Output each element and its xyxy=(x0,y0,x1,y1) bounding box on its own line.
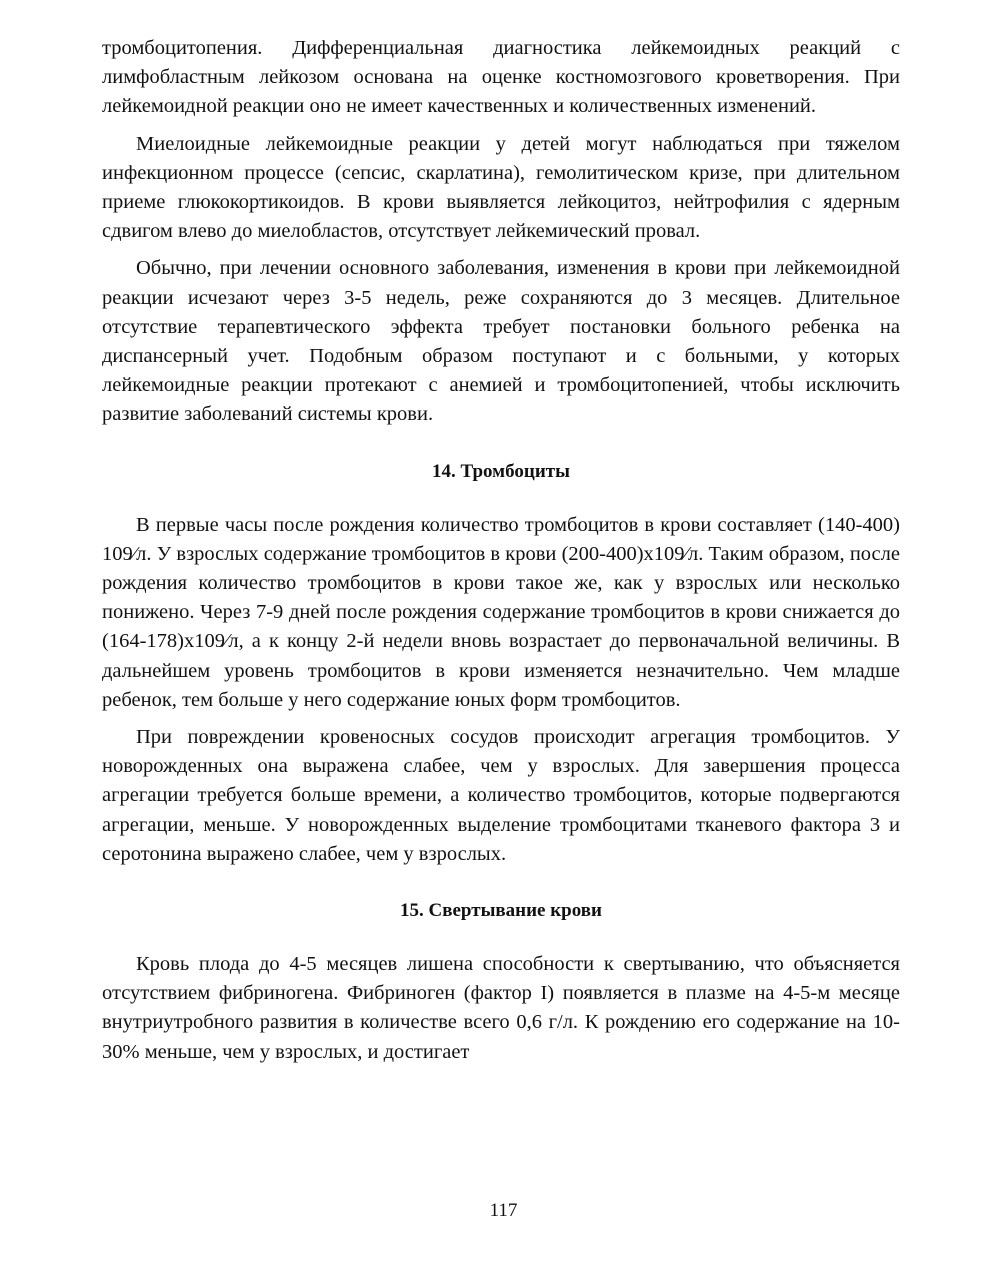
section-heading: 15. Свертывание крови xyxy=(400,900,602,922)
body-paragraph: Миелоидные лейкемоидные реакции у детей могут наблюдаться при тяжелом инфекционном процессе (сепсис, скарлатина), гемолитическом кризе, при длительном приеме глюкокортикоидов. В крови выявляется лейкоцитоз, нейтрофилия с ядерным сдвигом влево до миелобластов, отсутствует лейкемический провал. xyxy=(102,132,900,243)
body-paragraph: При повреждении кровеносных сосудов происходит агрегация тромбоцитов. У новорожденных она выражена слабее, чем у взрослых. Для завершения процесса агрегации требуется больше времени, а количество тромбоцитов, которые подвергаются агрегации, меньше. У новорожденных выделение тромбоцитами тканевого фактора 3 и серотонина выражено слабее, чем у взрослых. xyxy=(102,726,900,865)
body-paragraph: В первые часы после рождения количество тромбоцитов в крови составляет (140-400) 109⁄л. У взрослых содержание тромбоцитов в крови (200-400)х109⁄л. Таким образом, после рождения количество тромбоцитов в крови такое же, как у взрослых или несколько понижено. Через 7-9 дней после рождения содержание тромбоцитов в крови снижается до (164-178)х109⁄л, а к концу 2-й недели вновь возрастает до первоначальной величины. В дальнейшем уровень тромбоцитов в крови изменяется незначительно. Чем младше ребенок, тем больше у него содержание юных форм тромбоцитов. xyxy=(102,513,900,711)
section-heading: 14. Тромбоциты xyxy=(432,460,570,482)
page-number: 117 xyxy=(489,1200,518,1221)
body-paragraph: Кровь плода до 4-5 месяцев лишена способности к свертыванию, что объясняется отсутствием фибриногена. Фибриноген (фактор I) появляется в плазме на 4-5-м месяце внутриутробного развития в количестве всего 0,6 г/л. К рождению его содержание на 10-30% меньше, чем у взрослых, и достигает xyxy=(102,953,900,1063)
body-paragraph: тромбоцитопения. Дифференциальная диагностика лейкемоидных реакций с лимфобластным лейкозом основана на оценке костномозгового кроветворения. При лейкемоидной реакции оно не имеет качественных и количественных изменений. xyxy=(102,37,900,118)
body-paragraph: Обычно, при лечении основного заболевания, изменения в крови при лейкемоидной реакции исчезают через 3-5 недель, реже сохраняются до 3 месяцев. Длительное отсутствие терапевтического эффекта требует постановки больного ребенка на диспансерный учет. Подобным образом поступают и с больными, у которых лейкемоидные реакции протекают с анемией и тромбоцитопенией, чтобы исключить развитие заболеваний системы крови. xyxy=(102,257,900,426)
document-page xyxy=(102,34,900,1067)
